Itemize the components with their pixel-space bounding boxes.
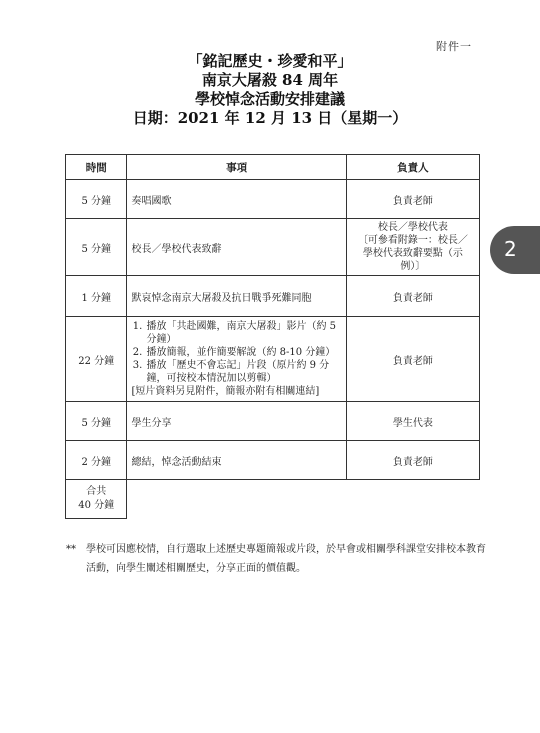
responsible-line: 校長／學校代表 [377,222,448,233]
header-time: 時間 [66,155,127,180]
title-date: 日期：2021 年 12 月 13 日（星期一） [132,109,408,127]
table-row [66,317,480,402]
cell-item [127,317,346,402]
empty-cell [127,480,346,519]
title-line-3: 學校悼念活動安排建議 [194,90,345,108]
empty-cell [346,480,479,519]
step-item: 2. 播放簡報，並作簡要解說（約 8-10 分鐘） [145,346,341,359]
step-item: 3. 播放「歷史不會忘記」片段（原片約 9 分鐘，可按校本情況加以剪輯） [145,359,341,385]
cell-time: 5 分鐘 [66,180,127,219]
table-header-row [66,155,480,180]
cell-total [66,480,127,519]
table-row [66,402,480,441]
cell-responsible: 負責老師 [346,317,479,402]
step-item: 1. 播放「共赴國難，南京大屠殺」影片（約 5 分鐘） [145,320,341,346]
cell-time: 1 分鐘 [66,276,127,317]
cell-responsible: 負責老師 [346,441,479,480]
page-number-badge[interactable] [490,226,540,274]
cell-responsible [346,219,479,276]
table-row [66,219,480,276]
cell-time: 5 分鐘 [66,219,127,276]
title-line-2: 南京大屠殺 84 周年 [201,71,339,89]
annex-label: 附件一 [436,40,472,53]
total-value: 40 分鐘 [78,500,115,511]
cell-item: 總結，悼念活動結束 [127,441,346,480]
footnote-text: 學校可因應校情，自行選取上述歷史專題簡報或片段，於早會或相關學科課堂安排校本教育活動，向學生闡述相關歷史，分享正面的價值觀。 [86,544,486,574]
table-row [66,276,480,317]
title-line-1: 「銘記歷史・珍愛和平」 [187,52,353,70]
cell-responsible: 學生代表 [346,402,479,441]
cell-item: 奏唱國歌 [127,180,346,219]
header-item: 事項 [127,155,346,180]
table-row [66,441,480,480]
table-row [66,180,480,219]
total-row [66,480,480,519]
header-responsible: 負責人 [346,155,479,180]
footnote [66,540,486,578]
responsible-line: 學校代表致辭要點（示 [362,248,463,259]
activity-steps [131,320,341,385]
footnote-mark: ** [66,544,76,555]
page-number: 2 [504,237,517,261]
cell-responsible: 負責老師 [346,276,479,317]
cell-time: 22 分鐘 [66,317,127,402]
cell-responsible: 負責老師 [346,180,479,219]
resource-note: [短片資料另見附件，簡報亦附有相關連結] [131,386,320,397]
document-title [0,52,540,128]
schedule-table [65,154,480,519]
cell-time: 5 分鐘 [66,402,127,441]
cell-item: 默哀悼念南京大屠殺及抗日戰爭死難同胞 [127,276,346,317]
responsible-line: 例）〕 [400,261,426,272]
cell-item: 校長／學校代表致辭 [127,219,346,276]
cell-item: 學生分享 [127,402,346,441]
cell-time: 2 分鐘 [66,441,127,480]
total-label: 合共 [86,486,107,497]
responsible-line: 〔可參看附錄一：校長／ [357,235,468,246]
